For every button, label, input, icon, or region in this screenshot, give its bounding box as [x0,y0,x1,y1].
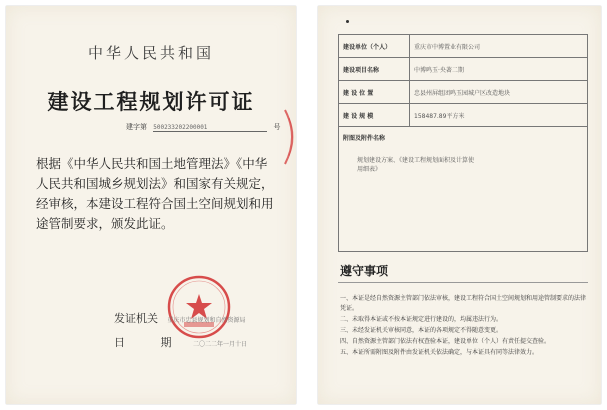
corner-dot [346,20,349,23]
cert-no-value: 500233202200001 [153,124,267,132]
row-value: 中博鸣玉·央著二期 [410,58,588,81]
cert-no-suffix: 号 [273,123,281,131]
notes-title: 遵守事项 [340,264,389,278]
certificate-right-page [318,6,601,404]
attachment-text: 规划建设方案、《建设工程规划面积及计算使用细表》 [357,157,475,173]
issuer-value: 重庆市忠县规划和自然资源局 [167,317,246,324]
notes-divider [338,282,588,283]
table-row [339,104,588,127]
issuer-label: 发证机关 [114,312,158,325]
list-item: 四、自然资源主管部门依法有权查验本证，建设单位（个人）有责任提交查验。 [340,338,551,345]
attachment-label: 附图及附件名称 [343,135,386,142]
list-item: 二、未取得本证或不按本证规定进行建设的，均属违法行为。 [340,316,503,323]
table-row [339,81,588,104]
certificate-left-page [6,6,296,404]
date-value: 二〇二二年一月十日 [193,341,248,348]
country-name: 中华人民共和国 [87,44,214,62]
row-key: 建 设 规 模 [339,104,410,127]
row-key: 建 设 位 置 [339,81,410,104]
issuer-row [114,310,246,326]
row-value: 忠县州屏组团鸣玉园城户区改造地块 [410,81,588,104]
official-seal-icon [166,274,232,340]
table-row [339,58,588,81]
row-key: 建设单位（个人） [339,35,410,58]
certificate-body-text: 根据《中华人民共和国土地管理法》《中华人民共和国城乡规划法》和国家有关规定，经审核，本建设工程符合国土空间规划和用途管制要求，颁发此证。 [36,156,274,231]
row-key: 建设项目名称 [339,58,410,81]
certificate-number-row [126,122,280,132]
notes-list [340,294,588,359]
project-info-table [338,34,588,252]
row-value: 158487.89平方米 [410,104,588,127]
list-item: 三、未经发证机关审核同意，本证的各项规定不得随意变更。 [340,327,503,334]
edge-stamp-icon [283,108,301,166]
attachment-cell [339,127,588,252]
certificate-title: 建设工程规划许可证 [47,89,255,114]
list-item: 一、本证是经自然资源主管部门依法审核，建设工程符合国土空间规划和用途管制要求的法律凭证。 [340,295,587,312]
cert-no-label: 建字第 [126,123,147,131]
row-value: 重庆市中博置业有限公司 [410,35,588,58]
table-row [339,35,588,58]
date-label: 日 期 [114,336,188,349]
attachment-row [339,127,588,252]
date-row [114,334,247,350]
list-item: 五、本证所需附图及附件由发证机关依法确定，与本证具有同等法律效力。 [340,349,539,356]
